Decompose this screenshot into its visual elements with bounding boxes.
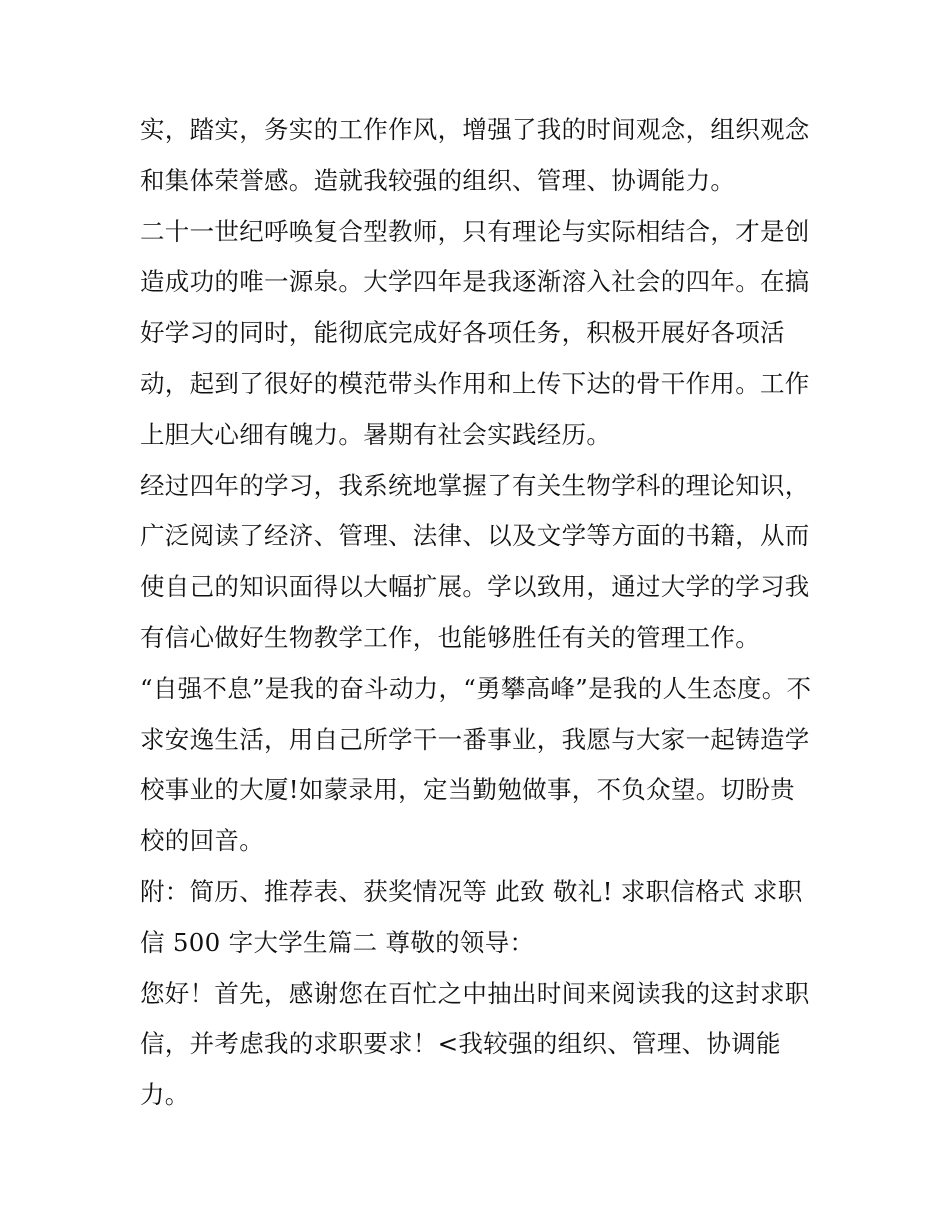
text-line: 有信心做好生物教学工作，也能够胜任有关的管理工作。 <box>140 622 760 652</box>
text-line: 造成功的唯一源泉。大学四年是我逐渐溶入社会的四年。在搞 <box>140 267 810 297</box>
text-line: 信，并考虑我的求职要求！<我较强的组织、管理、协调能 <box>140 1029 781 1059</box>
text-line: 您好！首先，感谢您在百忙之中抽出时间来阅读我的这封求职 <box>140 978 810 1008</box>
text-line: 实，踏实，务实的工作作风，增强了我的时间观念，组织观念 <box>140 115 810 144</box>
text-line: 动，起到了很好的模范带头作用和上传下达的骨干作用。工作 <box>140 368 810 398</box>
document-body <box>140 105 820 1121</box>
text-line: 附：简历、推荐表、获奖情况等 此致 敬礼! 求职信格式 求职 <box>140 876 803 906</box>
text-line: “自强不息”是我的奋斗动力，“勇攀高峰”是我的人生态度。不 <box>140 673 812 703</box>
text-line: 二十一世纪呼唤复合型教师，只有理论与实际相结合，才是创 <box>140 216 810 246</box>
text-line: 和集体荣誉感。造就我较强的组织、管理、协调能力。 <box>140 165 736 195</box>
text-line: 力。 <box>140 1080 190 1110</box>
text-line: 使自己的知识面得以大幅扩展。学以致用，通过大学的学习我 <box>140 572 810 602</box>
text-line: 校的回音。 <box>140 826 264 856</box>
text-line: 广泛阅读了经济、管理、法律、以及文学等方面的书籍，从而 <box>140 521 810 551</box>
text-line: 好学习的同时，能彻底完成好各项任务，积极开展好各项活 <box>140 318 785 348</box>
text-line: 经过四年的学习，我系统地掌握了有关生物学科的理论知识， <box>140 470 810 500</box>
text-line: 求安逸生活，用自己所学干一番事业，我愿与大家一起铸造学 <box>140 724 810 754</box>
text-line: 信 500 字大学生篇二 尊敬的领导： <box>140 927 535 957</box>
text-line: 上胆大心细有魄力。暑期有社会实践经历。 <box>140 419 612 449</box>
text-line: 校事业的大厦!如蒙录用，定当勤勉做事，不负众望。切盼贵 <box>140 775 795 805</box>
